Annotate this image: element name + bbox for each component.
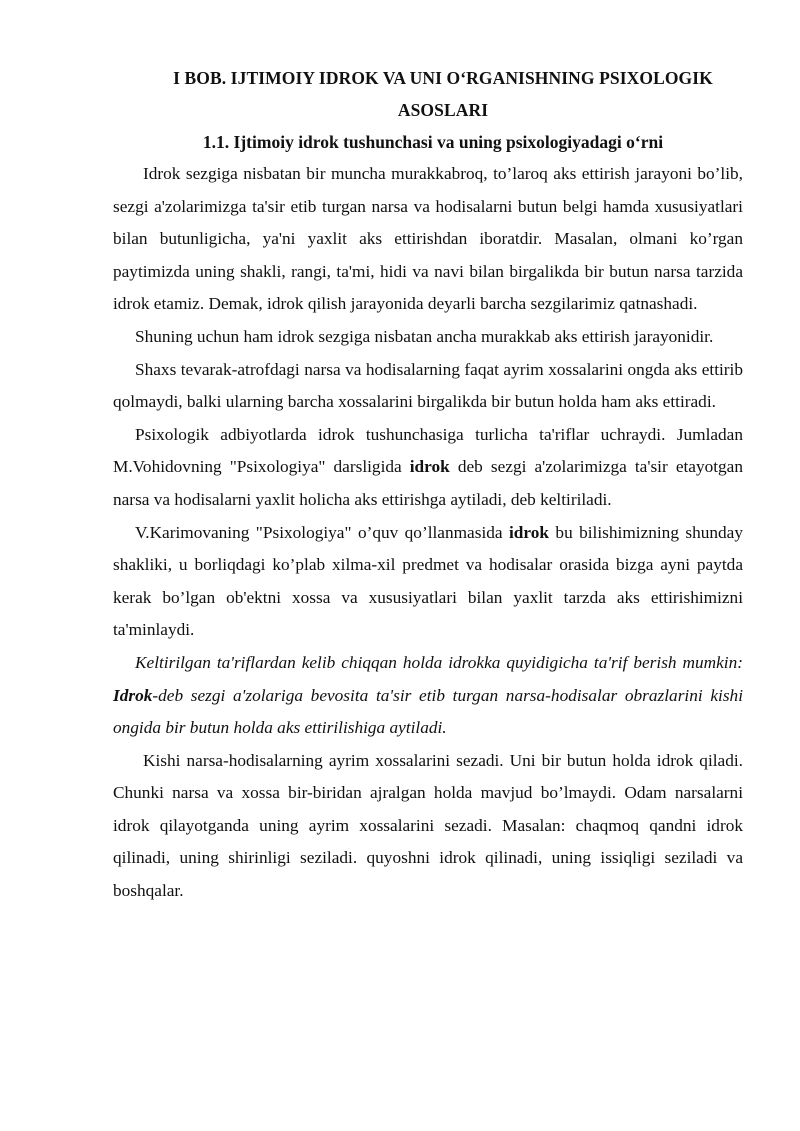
paragraph-5-text-a: V.Karimovaning "Psixologiya" o’quv qo’llanmasida <box>135 522 509 542</box>
definition-paragraph <box>113 647 743 745</box>
paragraph-2: Shuning uchun ham idrok sezgiga nisbatan ancha murakkab aks ettirish jarayonidir. <box>135 326 714 346</box>
paragraph-4-text-b: deb sezgi a'zolarimizga ta'sir etayotgan narsa va hodisalarni yaxlit holicha aks ettirishga aytiladi, deb keltiriladi. <box>113 457 743 509</box>
definition-text-a: Keltirilgan ta'riflardan kelib chiqqan holda idrokka quyidigicha ta'rif berish mumkin: <box>135 652 743 672</box>
definition-text-b: -deb sezgi a'zolariga bevosita ta'sir etib turgan narsa-hodisalar obrazlarini kishi ongida bir butun holda aks ettirilishiga aytiladi. <box>113 685 743 738</box>
paragraph-4-text-a: Psixologik adbiyotlarda idrok tushunchasiga turlicha ta'riflar uchraydi. Jumladan M.Vohidovning "Psixologiya" darsligida <box>113 424 743 477</box>
paragraph-5-text-b: bu bilishimizning shunday shakliki, u borliqdagi ko’plab xilma-xil predmet va hodisalar orasida bizga ayni paytda kerak bo’lgan ob'ektni xossa va xususiyatlari bilan yaxlit tarzda aks ettirishimizni ta'minlaydi. <box>113 522 743 640</box>
section-title: 1.1. Ijtimoiy idrok tushunchasi va uning psixologiyadagi o‘rni <box>202 132 664 152</box>
paragraph-3: Shaxs tevarak-atrofdagi narsa va hodisalarning faqat ayrim xossalarini ongda aks ettirib qolmaydi, balki ularning barcha xossalarini birgalikda bir butun holda ham aks ettiradi. <box>113 359 743 412</box>
paragraph-5 <box>113 517 743 647</box>
chapter-title: I BOB. IJTIMOIY IDROK VA UNI O‘RGANISHNING PSIXOLOGIK ASOSLARI <box>173 68 713 120</box>
paragraph-5-term: idrok <box>508 522 550 542</box>
document-page <box>113 62 743 908</box>
paragraph-4-term: idrok <box>409 457 450 477</box>
paragraph-7: Kishi narsa-hodisalarning ayrim xossalarini sezadi. Uni bir butun holda idrok qiladi. Chunki narsa va xossa bir-biridan ajralgan holda mavjud bo’lmaydi. Odam narsalarni idrok qilayotganda uning ayrim xossalarini sezadi. Masalan: chaqmoq qandni idrok qilinadi, uning shirinligi seziladi. quyoshni idrok qilinadi, uning issiqligi seziladi va boshqalar. <box>113 750 743 901</box>
paragraph-4 <box>113 419 743 517</box>
paragraph-1: Idrok sezgiga nisbatan bir muncha murakkabroq, to’laroq aks ettirish jarayoni bo’lib, sezgi a'zolarimizga ta'sir etib turgan narsa va hodisalarni butun belgi hamda xususiyatlari bilan butunligicha, ya'ni yaxlit aks ettirishdan iboratdir. Masalan, olmani ko’rgan paytimizda uning shakli, rangi, ta'mi, hidi va navi bilan birgalikda bir butun narsa tarzida idrok etamiz. Demak, idrok qilish jarayonida deyarli barcha sezgilarimiz qatnashadi. <box>113 164 743 314</box>
definition-term: Idrok <box>113 685 153 705</box>
